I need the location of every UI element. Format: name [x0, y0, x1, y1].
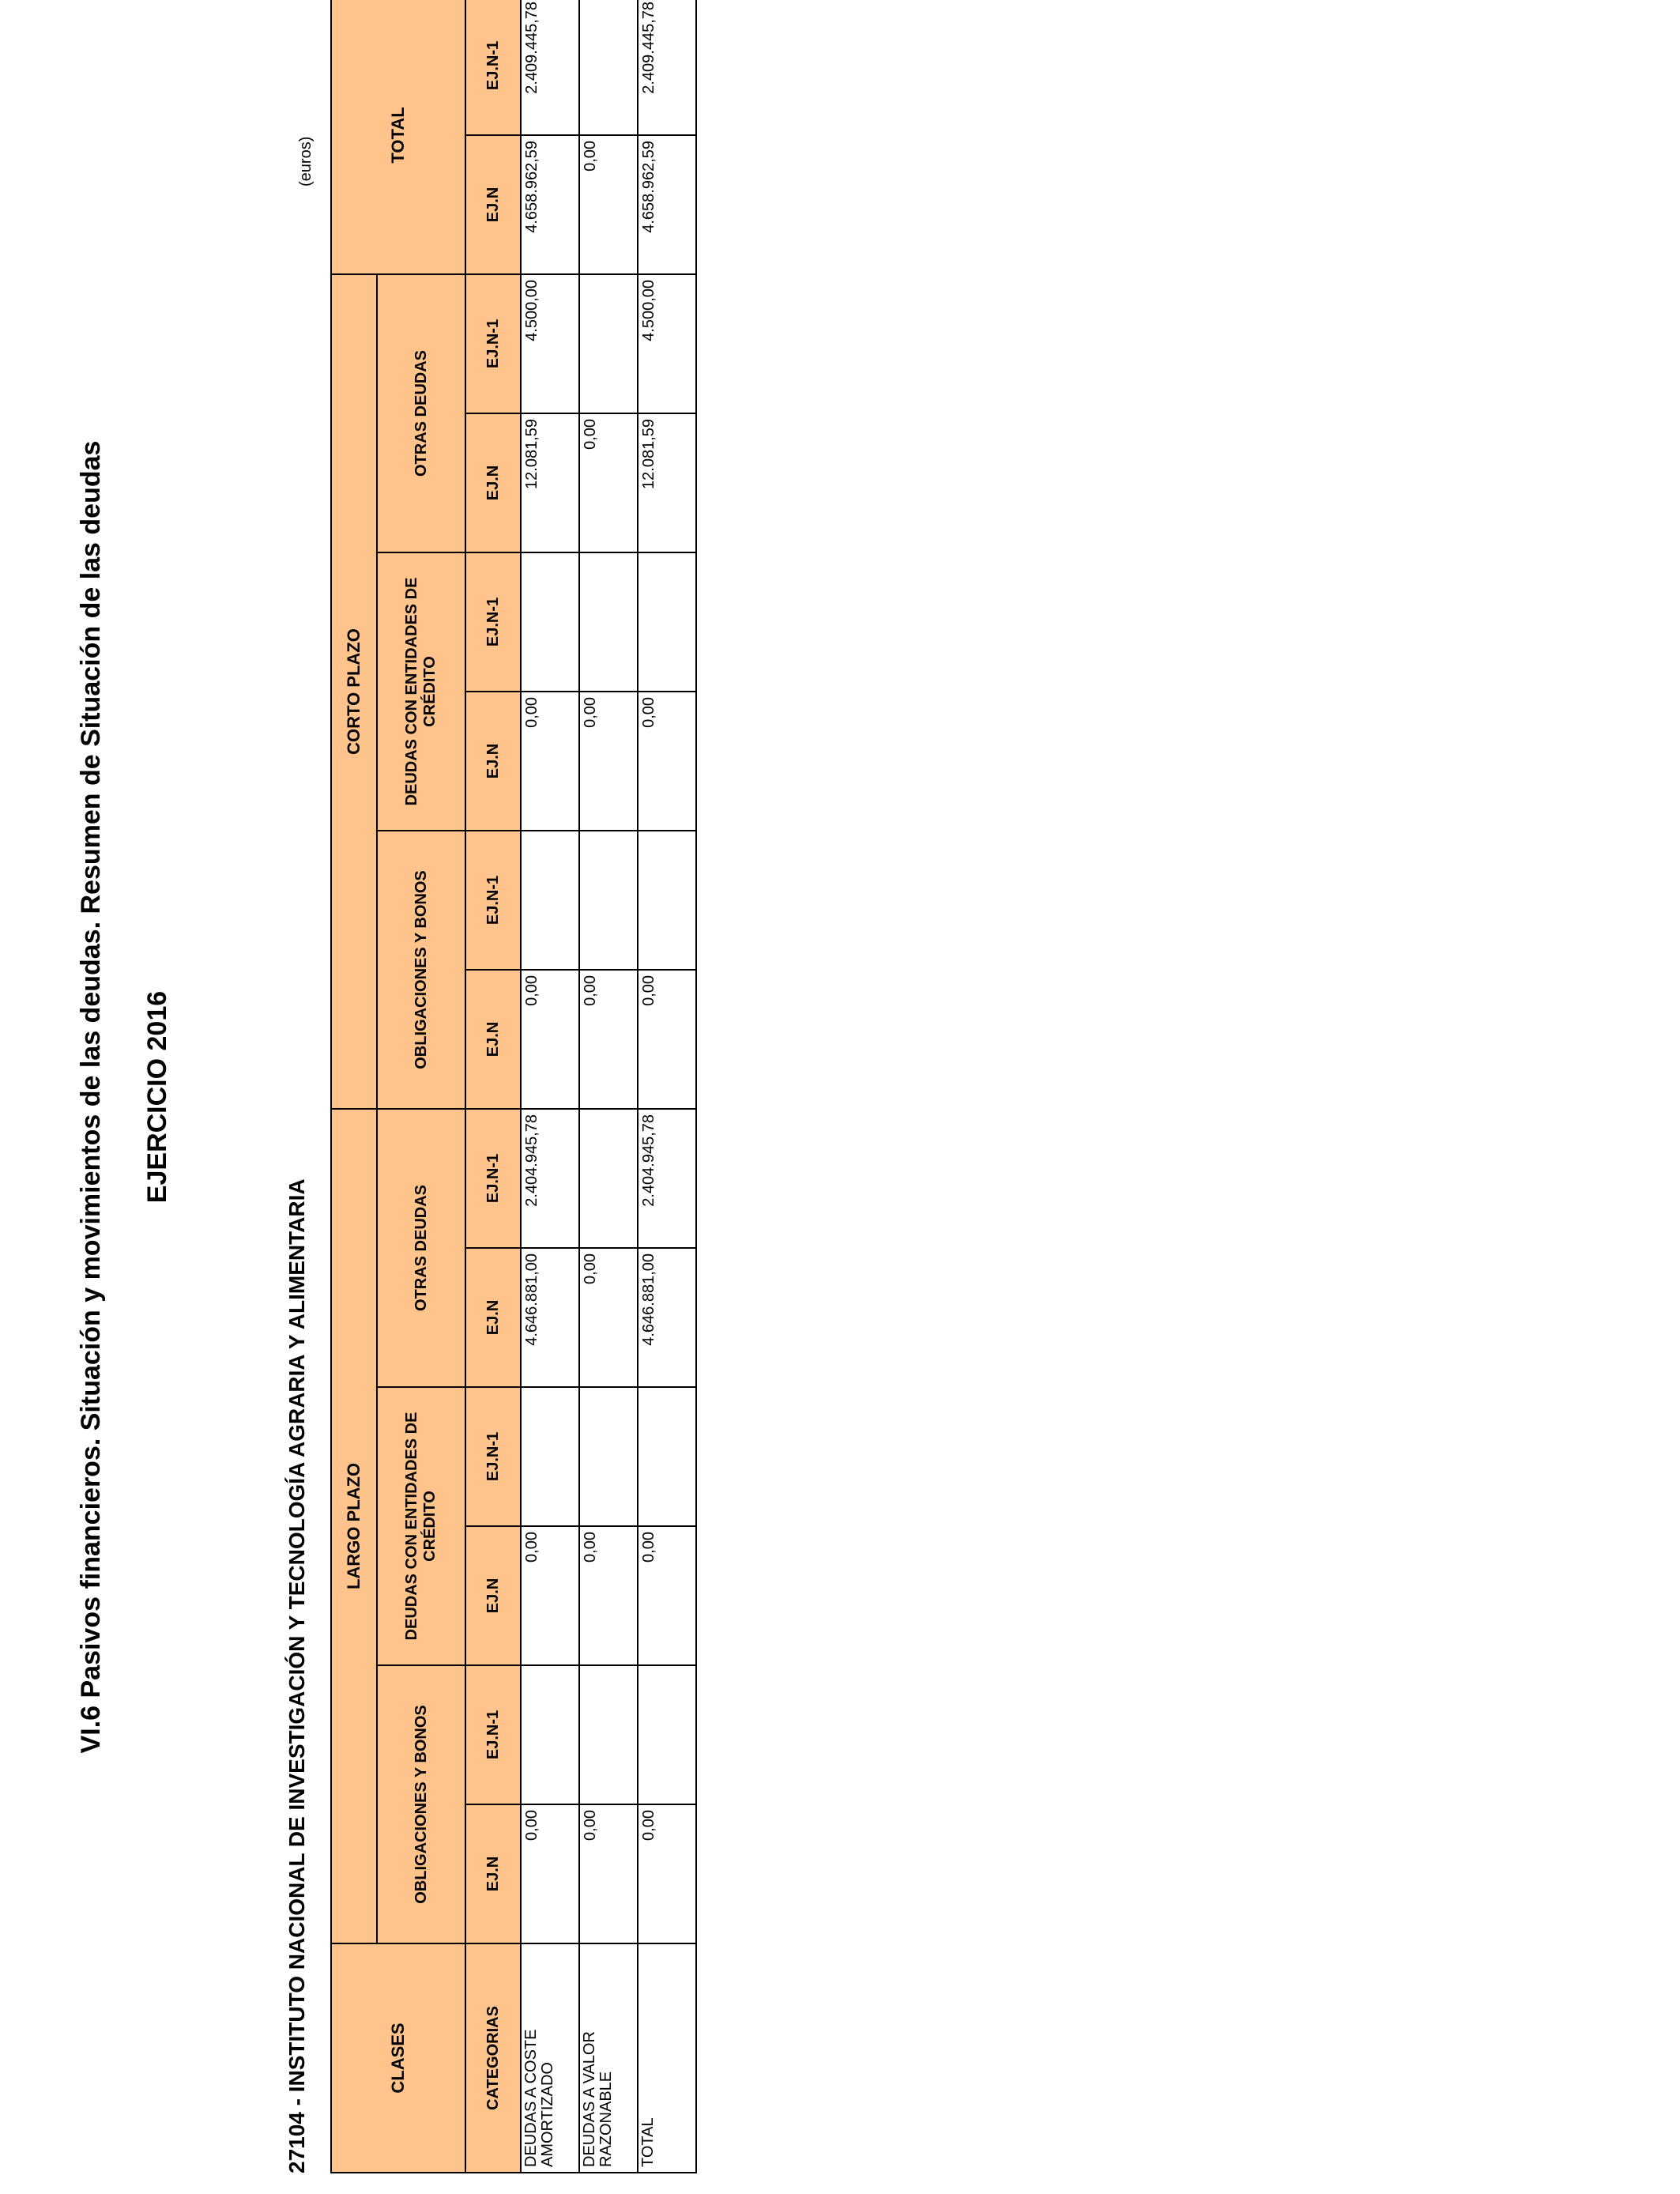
table-cell: 4.646.881,00 [638, 1248, 696, 1387]
table-cell: 0,00 [638, 1804, 696, 1943]
table-row [521, 0, 579, 2173]
table-cell [638, 552, 696, 692]
table-cell: 4.500,00 [521, 274, 579, 413]
col-ej-n1: EJ.N-1 [465, 831, 521, 970]
table-row [579, 0, 638, 2173]
col-ej-n: EJ.N [465, 135, 521, 274]
table-cell: 0,00 [579, 1248, 638, 1387]
col-ej-n: EJ.N [465, 692, 521, 831]
table-body [521, 0, 696, 2173]
table-cell [521, 831, 579, 970]
table-cell: 0,00 [521, 970, 579, 1109]
col-ej-n1: EJ.N-1 [465, 1387, 521, 1526]
cp-obligaciones-header: OBLIGACIONES Y BONOS [377, 831, 465, 1109]
table-cell [579, 1387, 638, 1526]
row-category: DEUDAS A COSTE AMORTIZADO [521, 1943, 579, 2173]
table-cell: 4.646.881,00 [521, 1248, 579, 1387]
table-cell: 4.658.962,59 [638, 135, 696, 274]
clases-header: CLASES [331, 1943, 465, 2173]
page-subtitle: EJERCICIO 2016 [142, 990, 172, 1204]
table-cell: 0,00 [579, 692, 638, 831]
table-cell: 0,00 [579, 970, 638, 1109]
table-cell: 12.081,59 [638, 413, 696, 552]
col-ej-n1: EJ.N-1 [465, 274, 521, 413]
table-cell: 0,00 [521, 1526, 579, 1665]
col-ej-n: EJ.N [465, 1804, 521, 1943]
col-ej-n1: EJ.N-1 [465, 0, 521, 135]
table-cell [521, 552, 579, 692]
table-cell: 0,00 [638, 692, 696, 831]
table-cell: 0,00 [521, 1804, 579, 1943]
col-ej-n1: EJ.N-1 [465, 1665, 521, 1804]
table-cell [579, 274, 638, 413]
table-cell: 0,00 [579, 413, 638, 552]
table-cell [579, 0, 638, 135]
cp-entidades-header: DEUDAS CON ENTIDADES DE CRÉDITO [377, 552, 465, 831]
table-cell: 2.404.945,78 [521, 1109, 579, 1248]
page-title: VI.6 Pasivos financieros. Situación y movimientos de las deudas. Resumen de Situación de las deudas [76, 440, 106, 1754]
table-cell: 12.081,59 [521, 413, 579, 552]
lp-otras-header: OTRAS DEUDAS [377, 1109, 465, 1387]
table-cell: 2.409.445,78 [521, 0, 579, 135]
categorias-header: CATEGORIAS [465, 1943, 521, 2173]
col-ej-n: EJ.N [465, 970, 521, 1109]
table-cell: 0,00 [579, 1526, 638, 1665]
table-cell [638, 1665, 696, 1804]
row-category: TOTAL [638, 1943, 696, 2173]
table-row [638, 0, 696, 2173]
row-category: DEUDAS A VALOR RAZONABLE [579, 1943, 638, 2173]
table-cell: 0,00 [579, 135, 638, 274]
total-header: TOTAL [331, 0, 465, 274]
table-cell: 4.658.962,59 [521, 135, 579, 274]
corto-plazo-header: CORTO PLAZO [331, 274, 377, 1109]
col-ej-n: EJ.N [465, 1526, 521, 1665]
col-ej-n1: EJ.N-1 [465, 1109, 521, 1248]
table-cell [579, 831, 638, 970]
units-label: (euros) [297, 136, 315, 187]
col-ej-n: EJ.N [465, 1248, 521, 1387]
table-cell [638, 831, 696, 970]
table-cell [579, 1109, 638, 1248]
table-cell: 2.409.445,78 [638, 0, 696, 135]
table-cell: 0,00 [521, 692, 579, 831]
table-cell: 0,00 [579, 1804, 638, 1943]
table-cell: 0,00 [638, 970, 696, 1109]
col-ej-n1: EJ.N-1 [465, 552, 521, 692]
cp-otras-header: OTRAS DEUDAS [377, 274, 465, 552]
table-cell: 2.404.945,78 [638, 1109, 696, 1248]
table-cell: 0,00 [638, 1526, 696, 1665]
table-cell: 4.500,00 [638, 274, 696, 413]
lp-obligaciones-header: OBLIGACIONES Y BONOS [377, 1665, 465, 1943]
entity-name: 27104 - INSTITUTO NACIONAL DE INVESTIGACIÓN Y TECNOLOGÍA AGRARIA Y ALIMENTARIA [284, 1178, 309, 2173]
table-cell [638, 1387, 696, 1526]
table-cell [579, 552, 638, 692]
debts-summary-table [330, 0, 697, 2173]
table-cell [579, 1665, 638, 1804]
col-ej-n: EJ.N [465, 413, 521, 552]
table-cell [521, 1665, 579, 1804]
largo-plazo-header: LARGO PLAZO [331, 1109, 377, 1943]
lp-entidades-header: DEUDAS CON ENTIDADES DE CRÉDITO [377, 1387, 465, 1665]
table-cell [521, 1387, 579, 1526]
